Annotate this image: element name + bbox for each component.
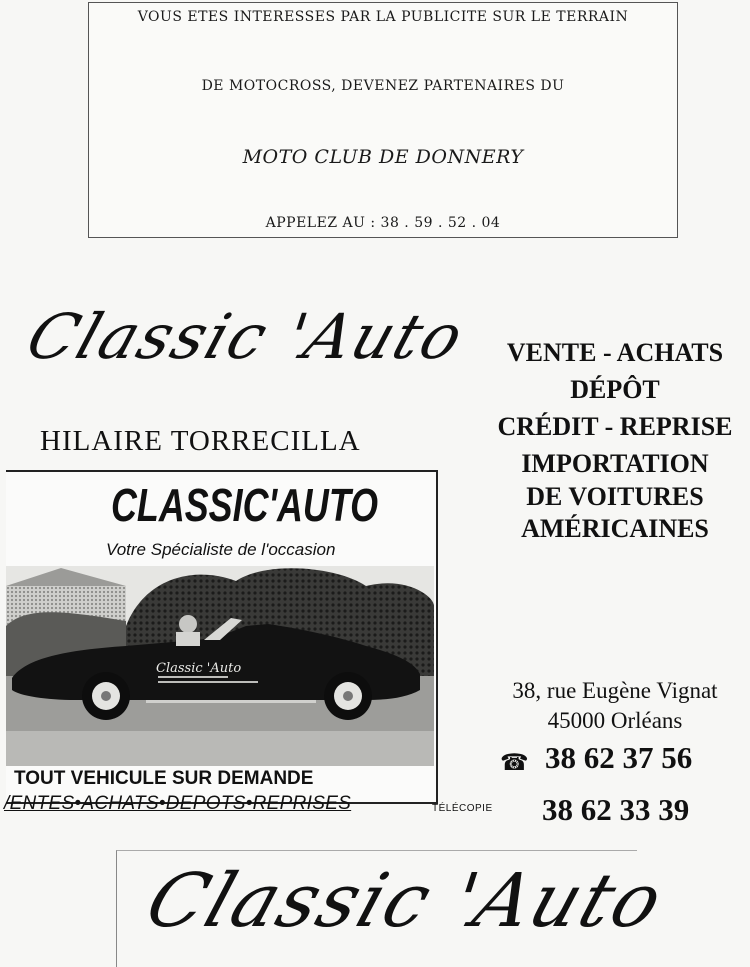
classic-auto-photo-ad bbox=[6, 470, 438, 804]
service-line-6: AMÉRICAINES bbox=[521, 514, 709, 543]
moto-ad-line-1: VOUS ETES INTERESSES PAR LA PUBLICITE SUR LE TERRAIN bbox=[137, 9, 629, 25]
moto-ad-club-name: MOTO CLUB DE DONNERY bbox=[242, 146, 524, 168]
inner-ad-tagline: Votre Spécialiste de l'occasion bbox=[106, 540, 336, 559]
services-strip: /ENTES•ACHATS•DEPOTS•REPRISES bbox=[4, 793, 352, 814]
classic-auto-script-logo-bottom: Classic 'Auto bbox=[136, 858, 675, 944]
fax-label: TÉLÉCOPIE bbox=[432, 803, 493, 814]
inner-ad-title: CLASSIC'AUTO bbox=[111, 479, 379, 531]
inner-ad-footer: TOUT VEHICULE SUR DEMANDE bbox=[14, 768, 314, 789]
car-decal-text: Classic 'Auto bbox=[156, 661, 242, 676]
owner-name: HILAIRE TORRECILLA bbox=[40, 425, 361, 457]
corvette-photo bbox=[6, 566, 434, 766]
service-line-2: DÉPÔT bbox=[570, 375, 660, 404]
telephone-icon: ☎ bbox=[500, 750, 529, 775]
service-line-4: IMPORTATION bbox=[521, 449, 709, 478]
address-city: 45000 Orléans bbox=[547, 708, 683, 733]
service-line-1: VENTE - ACHATS bbox=[506, 338, 724, 367]
service-line-3: CRÉDIT - REPRISE bbox=[497, 412, 733, 441]
classic-auto-script-logo: Classic 'Auto bbox=[18, 300, 474, 373]
moto-ad-phone: APPELEZ AU : 38 . 59 . 52 . 04 bbox=[265, 215, 501, 231]
service-line-5: DE VOITURES bbox=[526, 482, 704, 511]
fax-number: 38 62 33 39 bbox=[542, 792, 690, 827]
moto-ad-line-2: DE MOTOCROSS, DEVENEZ PARTENAIRES DU bbox=[201, 78, 565, 94]
moto-club-ad-box bbox=[88, 2, 678, 238]
address-street: 38, rue Eugène Vignat bbox=[512, 678, 718, 703]
phone-number: 38 62 37 56 bbox=[545, 740, 693, 775]
